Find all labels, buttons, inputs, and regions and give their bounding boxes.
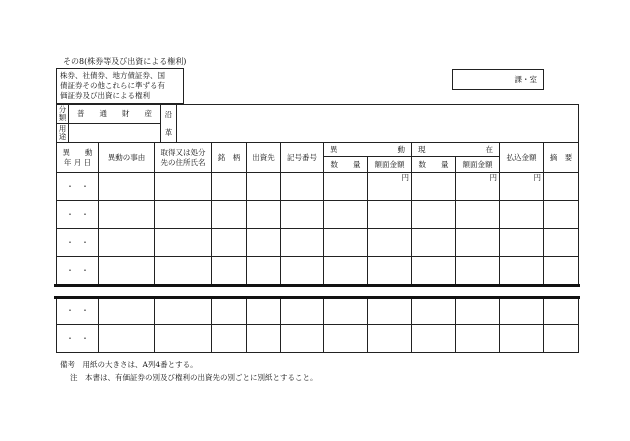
header-current-face-value: 額面金額 — [456, 157, 500, 173]
row-date[interactable]: ・ ・ — [57, 229, 99, 257]
table-row — [57, 257, 579, 285]
thick-divider-top — [54, 284, 580, 287]
row-date[interactable]: ・ ・ — [57, 325, 99, 353]
bunrui-value: 普 通 財 産 — [69, 105, 161, 124]
note-chu: 注 本書は、有価証券の別及び権利の出資先の別ごとに別紙とすること。 — [70, 373, 318, 382]
enkaku-value — [177, 105, 579, 143]
header-paid: 払込金額 — [500, 143, 544, 173]
category-description-box — [56, 68, 184, 104]
category-line-2: 債証券その他これらに準ずる有 — [60, 81, 165, 90]
row-date[interactable]: ・ ・ — [57, 297, 99, 325]
header-current: 現 在 — [412, 143, 500, 157]
table-row — [57, 229, 579, 257]
yen-unit: 円 — [368, 173, 412, 201]
ledger-table — [56, 142, 579, 353]
department-label: 課・室 — [514, 75, 537, 84]
header-change: 異 動 — [324, 143, 412, 157]
header-change-face-value: 額面金額 — [368, 157, 412, 173]
enkaku-label: 沿 革 — [161, 105, 177, 143]
table-row — [57, 325, 579, 353]
header-change-quantity: 数 量 — [324, 157, 368, 173]
row-date[interactable]: ・ ・ — [57, 173, 99, 201]
sheet-title: その8(株券等及び出資による権利) — [63, 57, 187, 66]
row-date[interactable]: ・ ・ — [57, 257, 99, 285]
youto-value — [69, 124, 161, 143]
youto-label: 用 途 — [57, 124, 69, 143]
category-line-1: 株券、社債券、地方債証券、国 — [60, 71, 165, 80]
header-remarks: 摘 要 — [544, 143, 579, 173]
header-code: 記号番号 — [281, 143, 324, 173]
header-reason: 異動の事由 — [99, 143, 155, 173]
table-row — [57, 297, 579, 325]
header-acquirer: 取得又は処分 先の住所氏名 — [155, 143, 212, 173]
yen-unit: 円 — [500, 173, 544, 201]
department-box — [452, 69, 544, 90]
header-current-quantity: 数 量 — [412, 157, 456, 173]
header-date: 異 動 年 月 日 — [57, 143, 99, 173]
category-line-3: 価証券及び出資による権利 — [60, 91, 150, 100]
header-brand: 銘 柄 — [212, 143, 247, 173]
thick-divider-bottom — [54, 296, 580, 299]
table-row — [57, 201, 579, 229]
header-investee: 出資先 — [247, 143, 281, 173]
row-date[interactable]: ・ ・ — [57, 201, 99, 229]
classification-table — [56, 104, 579, 143]
bunrui-label: 分 類 — [57, 105, 69, 124]
yen-unit: 円 — [456, 173, 500, 201]
note-biko: 備考 用紙の大きさは、A列4番とする。 — [60, 360, 198, 369]
table-row — [57, 173, 579, 201]
